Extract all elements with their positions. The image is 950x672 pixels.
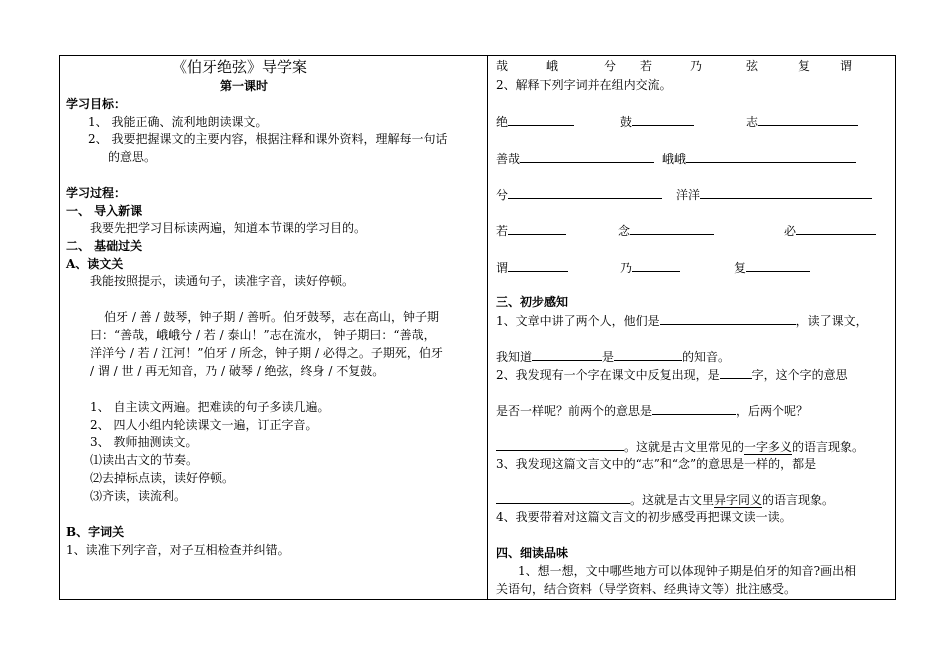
char-zai: 哉 [496, 59, 509, 73]
sub-step-1: ⑴读出古文的节奏。 [90, 453, 199, 467]
step-3: 3、 教师抽测读文。 [90, 435, 198, 449]
perception-4: 4、我要带着对这篇文言文的初步感受再把课文读一读。 [496, 510, 792, 524]
blank-ee[interactable] [686, 150, 856, 163]
vocab-row-5 [496, 259, 810, 276]
p3b-text: 。这就是古文里 [630, 493, 715, 507]
char-xi: 兮 [604, 59, 617, 73]
p3d-text: 的语言现象。 [762, 493, 835, 507]
word-ee: 峨峨 [662, 152, 687, 166]
perception-1a [496, 312, 868, 329]
section-2-heading: 二、 基础过关 [66, 239, 143, 253]
section-4-line-b: 关语句，结合资料（导学资料、经典诗文等）批注感受。 [496, 582, 797, 596]
char-wei: 谓 [840, 59, 853, 73]
blank-ruo[interactable] [508, 222, 566, 235]
char-e: 峨 [546, 59, 559, 73]
vocab-row-1 [496, 113, 858, 130]
word-bi: 必 [784, 224, 797, 238]
word-fu: 复 [734, 261, 747, 275]
blank-fu[interactable] [746, 259, 810, 272]
char-ruo: 若 [640, 59, 653, 73]
char-fu: 复 [798, 59, 811, 73]
step-2: 2、 四人小组内轮读课文一遍，订正字音。 [90, 418, 318, 432]
section-a-text: 我能按照提示，读通句子，读准字音，读好停顿。 [90, 274, 355, 288]
p1d-text: 是 [602, 350, 615, 364]
section-1-text: 我要先把学习目标读两遍，知道本节课的学习目的。 [90, 221, 367, 235]
section-b-text: 1、读准下列字音，对子互相检查并纠错。 [66, 543, 290, 557]
p1a-text: 1、文章中讲了两个人，他们是 [496, 314, 660, 328]
perception-3b [496, 491, 834, 508]
term-polysemy: 一字多义 [744, 440, 793, 454]
blank-first-meaning[interactable] [652, 402, 736, 415]
blank-char[interactable] [720, 366, 752, 379]
p2a-text: 2、我发现有一个字在课文中反复出现，是 [496, 368, 720, 382]
p2e-text: 。这就是古文里常见的 [624, 440, 745, 454]
section-b-heading: B、字词关 [66, 525, 125, 539]
goal-1: 1、 我能正确、流利地朗读课文。 [88, 115, 268, 129]
word-yangyang: 洋洋 [676, 188, 701, 202]
word-nai: 乃 [620, 261, 633, 275]
goal-2b: 的意思。 [108, 150, 157, 164]
goal-2a: 2、 我要把握课文的主要内容，根据注释和课外资料，理解每一句话 [88, 132, 448, 146]
goals-heading: 学习目标： [66, 97, 127, 111]
blank-xi[interactable] [508, 186, 662, 199]
sub-step-3: ⑶齐读，读流利。 [90, 489, 187, 503]
section-4-heading: 四、细读品味 [496, 546, 569, 560]
word-zhi: 志 [746, 115, 759, 129]
vocab-row-3 [496, 186, 872, 203]
blank-whose[interactable] [614, 348, 682, 361]
p2c-text: 是否一样呢？前两个的意思是 [496, 404, 653, 418]
passage-line-1: 伯牙 / 善 / 鼓琴，钟子期 / 善听。伯牙鼓琴，志在高山，钟子期 [104, 310, 440, 324]
p2d-text: ，后两个呢？ [736, 404, 809, 418]
perception-2b [496, 402, 808, 419]
p2b-text: 字，这个字的意思 [751, 368, 848, 382]
passage-line-4: / 谓 / 世 / 再无知音，乃 / 破琴 / 绝弦，终身 / 不复鼓。 [90, 364, 385, 378]
word-ruo: 若 [496, 224, 509, 238]
perception-2c [496, 438, 864, 455]
blank-gu[interactable] [632, 113, 694, 126]
vocab-row-2 [496, 150, 856, 167]
question-2: 2、解释下列字词并在组内交流。 [496, 78, 672, 92]
pronunciation-chars [496, 58, 852, 74]
blank-second-meaning[interactable] [496, 438, 624, 451]
blank-nai[interactable] [632, 259, 680, 272]
p1e-text: 的知音。 [682, 350, 731, 364]
section-1-heading: 一、 导入新课 [66, 204, 143, 218]
blank-bi[interactable] [796, 222, 876, 235]
word-nian: 念 [618, 224, 631, 238]
doc-title: 《伯牙绝弦》导学案 [172, 58, 308, 76]
char-xian: 弦 [746, 59, 759, 73]
char-nai: 乃 [690, 59, 703, 73]
passage-line-3: 洋洋兮 / 若 / 江河！”伯牙 / 所念，钟子期 / 必得之。子期死，伯牙 [90, 346, 443, 360]
blank-who[interactable] [532, 348, 602, 361]
p1c-text: 我知道 [496, 350, 533, 364]
section-3-heading: 三、初步感知 [496, 295, 569, 309]
p2g-text: 的语言现象。 [792, 440, 865, 454]
blank-jue[interactable] [508, 113, 574, 126]
process-heading: 学习过程： [66, 186, 127, 200]
passage-line-2: 曰：“善哉，峨峨兮 / 若 / 泰山！”志在流水， 钟子期曰：“善哉， [90, 328, 436, 342]
word-xi: 兮 [496, 188, 509, 202]
blank-same-meaning[interactable] [496, 491, 630, 504]
word-wei: 谓 [496, 261, 509, 275]
perception-3a: 3、我发现这篇文言文中的“志”和“念”的意思是一样的，都是 [496, 457, 817, 471]
section-a-heading: A、读文关 [66, 257, 124, 271]
blank-zhi[interactable] [758, 113, 858, 126]
word-shanzai: 善哉 [496, 152, 521, 166]
step-1: 1、 自主读文两遍。把难读的句子多读几遍。 [90, 400, 330, 414]
perception-2a [496, 366, 848, 383]
section-4-line-a: 1、想一想，文中哪些地方可以体现钟子期是伯牙的知音?画出相 [518, 564, 857, 578]
sub-step-2: ⑵去掉标点读，读好停顿。 [90, 471, 235, 485]
blank-yangyang[interactable] [700, 186, 872, 199]
lesson-subtitle: 第一课时 [220, 79, 269, 93]
blank-shanzai[interactable] [520, 150, 654, 163]
p1b-text: ，读了课文， [795, 314, 868, 328]
blank-two-people[interactable] [660, 312, 796, 325]
word-jue: 绝 [496, 115, 509, 129]
column-divider [487, 55, 488, 600]
perception-1b [496, 348, 730, 365]
term-synonym: 异字同义 [714, 493, 763, 507]
blank-nian[interactable] [630, 222, 714, 235]
word-gu: 鼓 [620, 115, 633, 129]
vocab-row-4 [496, 222, 876, 239]
blank-wei[interactable] [508, 259, 568, 272]
